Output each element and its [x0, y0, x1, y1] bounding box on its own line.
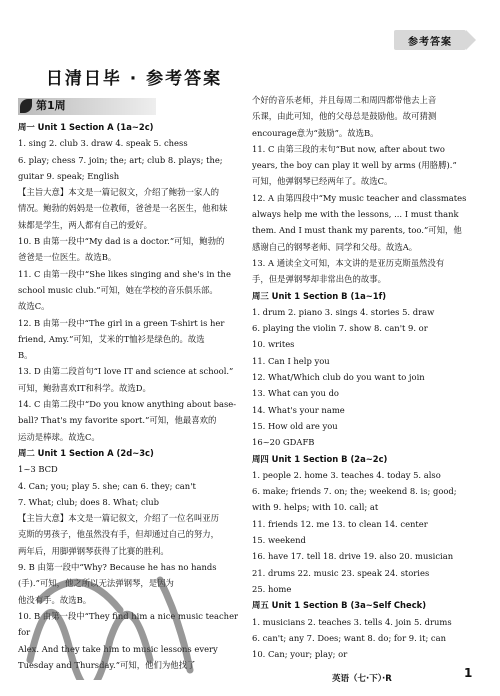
right-lines-line: 25. home	[252, 583, 292, 594]
left-lines-line: 运动是棒球。故选C。	[18, 431, 100, 442]
leaf-icon	[20, 99, 32, 113]
left-lines-line: 妹都是学生，两人都有自己的爱好。	[18, 219, 152, 230]
right-lines-line: years, the boy can play it well by arms (用胳膊).”	[252, 160, 457, 171]
left-lines-line: 9. B 由第一段中“Why? Because he has no hands	[18, 562, 217, 573]
left-lines-line: 爸爸是一位医生。故选B。	[18, 252, 117, 263]
left-lines-line: Tuesday and Thursday.”可知，他们为他找了	[18, 659, 196, 670]
left-lines-line: ball? That's my favorite sport.”可知，他最喜欢的	[18, 415, 217, 426]
right-lines-line: 1. people 2. home 3. teaches 4. today 5. also	[252, 469, 441, 480]
left-lines-line: 1~3 BCD	[18, 464, 58, 475]
right-lines-line: 感谢自己的钢琴老师、同学和父母。故选A。	[252, 241, 418, 252]
left-lines-line: 可知，鲍勃喜欢IT和科学。故选D。	[18, 382, 151, 393]
right-lines-line: 手，但是弹钢琴却非常出色的故事。	[252, 274, 386, 285]
right-lines-line: encourage意为“鼓励”。故选B。	[252, 127, 379, 138]
handwriting-scribble	[20, 540, 200, 680]
answer-key-tab: 参考答案	[394, 30, 466, 50]
right-lines-line: 6. can't; any 7. Does; want 8. do; for 9. it; can	[252, 632, 446, 643]
left-lines-line: B。	[18, 350, 33, 361]
right-lines-line: 6. make; friends 7. on; the; weekend 8. is; good;	[252, 486, 457, 497]
week-heading	[18, 98, 156, 115]
left-lines-line: 14. C 由第二段中“Do you know anything about base-	[18, 399, 237, 410]
left-lines-line: 6. play; chess 7. join; the; art; club 8. plays; the;	[18, 154, 223, 165]
right-lines-line: always help me with the lessons, ... I must thank	[252, 209, 459, 220]
left-lines-line: 周二 Unit 1 Section A (2d~3c)	[18, 447, 154, 458]
left-lines-line: 10. B 由第一段中“They find him a nice music teacher for	[18, 610, 239, 638]
right-lines-line: 11. Can I help you	[252, 355, 330, 366]
left-lines-line: 13. D 由第二段首句“I love IT and science at school.”	[18, 366, 234, 377]
right-lines-line: 13. A 通读全文可知，本文讲的是亚历克斯虽然没有	[252, 257, 445, 268]
right-lines-line: 10. writes	[252, 339, 295, 350]
left-lines-line: 【主旨大意】本文是一篇记叙文，介绍了一位名叫亚历	[18, 513, 219, 524]
right-lines-line: them. And I must thank my parents, too.”可知，他	[252, 225, 462, 236]
left-lines-line: 两年后，用脚弹钢琴获得了比赛的胜利。	[18, 545, 169, 556]
left-lines-line: Alex. And they take him to music lessons every	[18, 643, 218, 654]
right-lines-line: 12. What/Which club do you want to join	[252, 372, 425, 383]
right-lines-line: 个好的音乐老师，并且每周二和周四都带他去上音	[252, 95, 437, 105]
footer-text: 英语（七·下）·R	[332, 674, 392, 684]
left-lines-line: school music club.”可知，她在学校的音乐俱乐部。	[18, 284, 218, 295]
right-lines-line: 乐课，由此可知，他的父母总是鼓励他。故可猜测	[252, 111, 437, 122]
left-lines-line: 克斯的男孩子，他虽然没有手，但却通过自己的努力，	[18, 529, 219, 540]
left-lines-line: 【主旨大意】本文是一篇记叙文，介绍了鲍勃一家人的	[18, 187, 219, 198]
left-lines-line: 周一 Unit 1 Section A (1a~2c)	[18, 122, 154, 132]
page-title: 日清日毕 · 参考答案	[45, 69, 223, 89]
right-lines-line: 11. friends 12. me 13. to clean 14. center	[252, 518, 428, 529]
right-lines-line: 16~20 GDAFB	[252, 437, 315, 448]
right-column	[252, 92, 484, 662]
left-lines-line: 他没有手。故选B。	[18, 594, 92, 605]
left-lines-line: 1. sing 2. club 3. draw 4. speak 5. chess	[18, 138, 188, 149]
right-text	[252, 92, 484, 662]
left-lines-line: 10. B 由第一段中“My dad is a doctor.”可知，鲍勃的	[18, 236, 225, 247]
right-lines-line: 10. Can; your; play; or	[252, 649, 348, 660]
right-lines-line: 14. What's your name	[252, 404, 345, 415]
right-lines-line: 周四 Unit 1 Section B (2a~2c)	[252, 453, 388, 464]
right-lines-line: 6. playing the violin 7. show 8. can't 9. or	[252, 323, 428, 334]
right-lines-line: 周五 Unit 1 Section B (3a~Self Check)	[252, 600, 427, 611]
left-lines-line: 7. What; club; does 8. What; club	[18, 496, 160, 507]
right-lines-line: 15. weekend	[252, 535, 306, 546]
left-lines-line: guitar 9. speak; English	[18, 170, 120, 181]
right-lines-line: with 9. helps; with 10. call; at	[252, 502, 379, 513]
left-lines-line: 11. C 由第一段中“She likes singing and she's in the	[18, 268, 231, 279]
left-lines-line: friend, Amy.”可知，艾米的T恤衫是绿色的。故选	[18, 333, 205, 344]
right-lines-line: 11. C 由第三段的末句“But now, after about two	[252, 143, 445, 154]
right-lines-line: 13. What can you do	[252, 388, 339, 399]
left-lines-line: 4. Can; you; play 5. she; can 6. they; can't	[18, 480, 196, 491]
right-lines-line: 1. musicians 2. teaches 3. tells 4. join 5. drums	[252, 616, 452, 627]
right-lines-line: 15. How old are you	[252, 420, 338, 431]
right-lines-line: 21. drums 22. music 23. speak 24. stories	[252, 567, 430, 578]
right-lines-line: 16. have 17. tell 18. drive 19. also 20. musician	[252, 551, 454, 562]
right-lines-line: 可知，他弹钢琴已经两年了。故选C。	[252, 176, 393, 187]
right-lines-line: 周三 Unit 1 Section B (1a~1f)	[252, 290, 387, 301]
right-lines-line: 1. drum 2. piano 3. sings 4. stories 5. draw	[252, 306, 435, 317]
left-lines-line: 12. B 由第一段中“The girl in a green T-shirt is her	[18, 317, 225, 328]
left-lines-line: (手).”可知，他之所以无法弹钢琴，是因为	[18, 578, 174, 589]
page-number: 1	[464, 666, 473, 680]
right-lines-line: 12. A 由第四段中“My music teacher and classmates	[252, 192, 467, 203]
left-lines-line: 故选C。	[18, 301, 50, 312]
left-lines-line: 情况。鲍勃的妈妈是一位教师，爸爸是一名医生，他和妹	[18, 203, 228, 214]
week-label: 第1周	[36, 99, 66, 113]
